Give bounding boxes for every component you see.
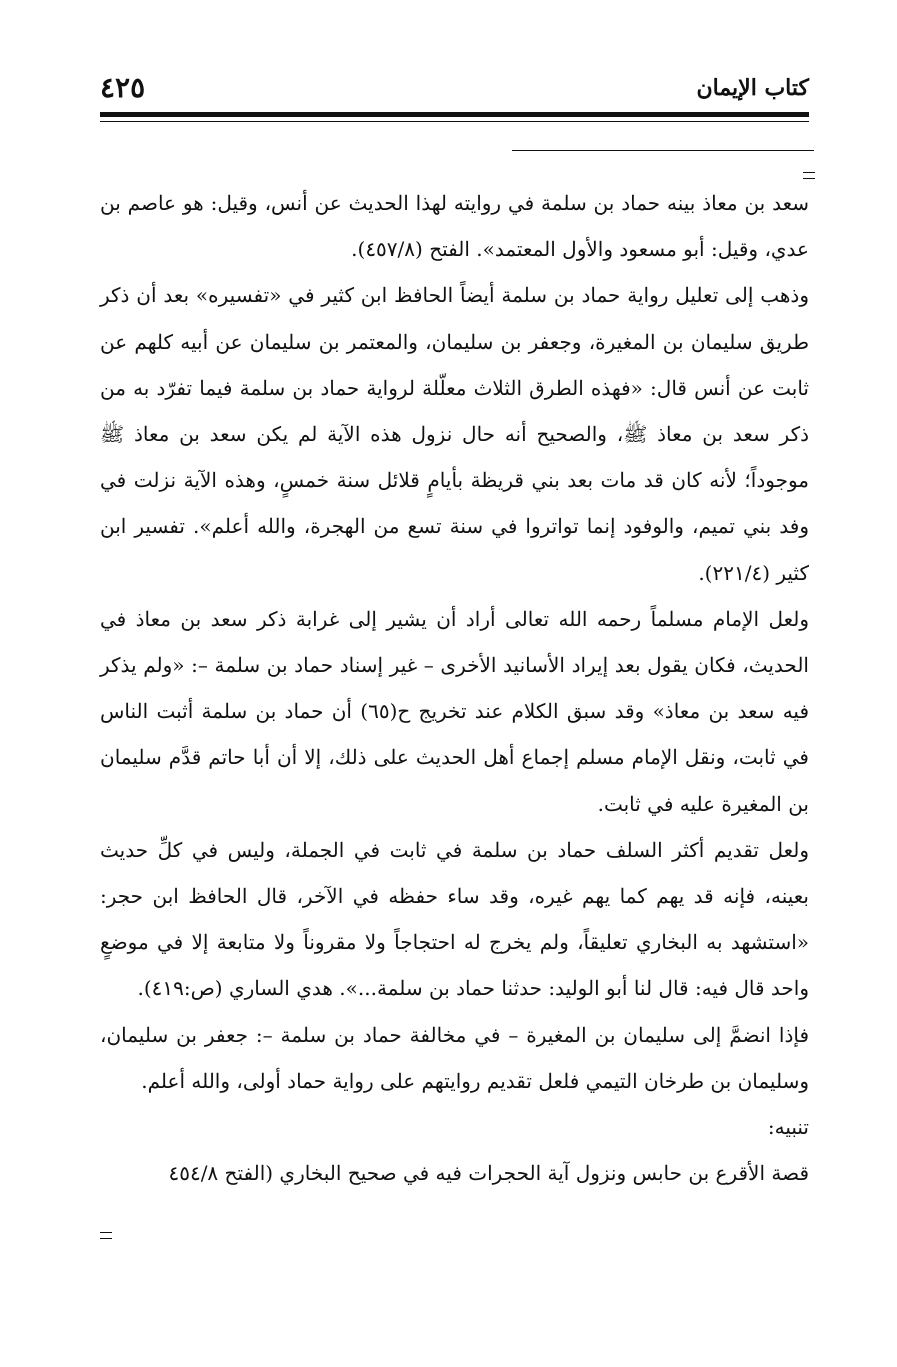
- continuation-mark-top: [803, 172, 815, 179]
- paragraph: سعد بن معاذ بينه حماد بن سلمة في روايته لهذا الحديث عن أنس، وقيل: هو عاصم بن عدي، وقيل: أبو مسعود والأول المعتمد». الفتح (٤٥٧/٨).: [100, 191, 809, 262]
- header-rule-thick: [100, 112, 809, 117]
- paragraph: فإذا انضمَّ إلى سليمان بن المغيرة – في مخالفة حماد بن سلمة –: جعفر بن سليمان، وسليمان بن طرخان التيمي فلعل تقديم روايتهم على رواية حماد أولى، والله أعلم.: [100, 1022, 809, 1093]
- running-header: [100, 70, 809, 110]
- chapter-title: كتاب الإيمان: [696, 75, 809, 101]
- paragraph: ولعل الإمام مسلماً رحمه الله تعالى أراد أن يشير إلى غرابة ذكر سعد بن معاذ في الحديث، فكان يقول بعد إيراد الأسانيد الأخرى – غير إسناد حماد بن سلمة –: «ولم يذكر فيه سعد بن معاذ» وقد سبق الكلام عند تخريج ح(٦٥) أن حماد بن سلمة أثبت الناس في ثابت، ونقل الإمام مسلم إجماع أهل الحديث على ذلك، إلا أن أبا حاتم قدَّم سليمان بن المغيرة عليه في ثابت.: [100, 606, 810, 816]
- paragraph: قصة الأقرع بن حابس ونزول آية الحجرات فيه في صحيح البخاري (الفتح ٤٥٤/٨: [168, 1161, 809, 1186]
- note-heading: تنبيه:: [767, 1115, 809, 1140]
- continuation-mark-bottom: [100, 1232, 112, 1239]
- paragraph: ولعل تقديم أكثر السلف حماد بن سلمة في ثابت في الجملة، وليس في كلِّ حديث بعينه، فإنه قد يهم كما يهم غيره، وقد ساء حفظه في الآخر، قال الحافظ ابن حجر: «استشهد به البخاري تعليقاً، ولم يخرج له احتجاجاً ولا مقروناً ولا متابعة إلا في موضعٍ واحد قال فيه: قال لنا أبو الوليد: حدثنا حماد بن سلمة...». هدي الساري (ص:٤١٩).: [100, 837, 809, 1001]
- footnote-separator: [512, 150, 814, 151]
- paragraph: وذهب إلى تعليل رواية حماد بن سلمة أيضاً الحافظ ابن كثير في «تفسيره» بعد أن ذكر طريق سليمان بن المغيرة، وجعفر بن سليمان، والمعتمر بن سليمان عن أبيه كلهم عن ثابت عن أنس قال: «فهذه الطرق الثلاث معلّلة لرواية حماد بن سلمة فيما تفرّد به من ذكر سعد بن معاذ ﷺ، والصحيح أنه حال نزول هذه الآية لم يكن سعد بن معاذ ﷺ موجوداً؛ لأنه كان قد مات بعد بني قريظة بأيامٍ قلائل سنة خمسٍ، وهذه الآية نزلت في وفد بني تميم، والوفود إنما تواتروا في سنة تسع من الهجرة، والله أعلم». تفسير ابن كثير (٢٢١/٤).: [100, 283, 809, 585]
- page-number: ٤٢٥: [100, 71, 146, 104]
- header-rule-thin: [100, 121, 809, 122]
- footnote-text: [100, 180, 809, 1196]
